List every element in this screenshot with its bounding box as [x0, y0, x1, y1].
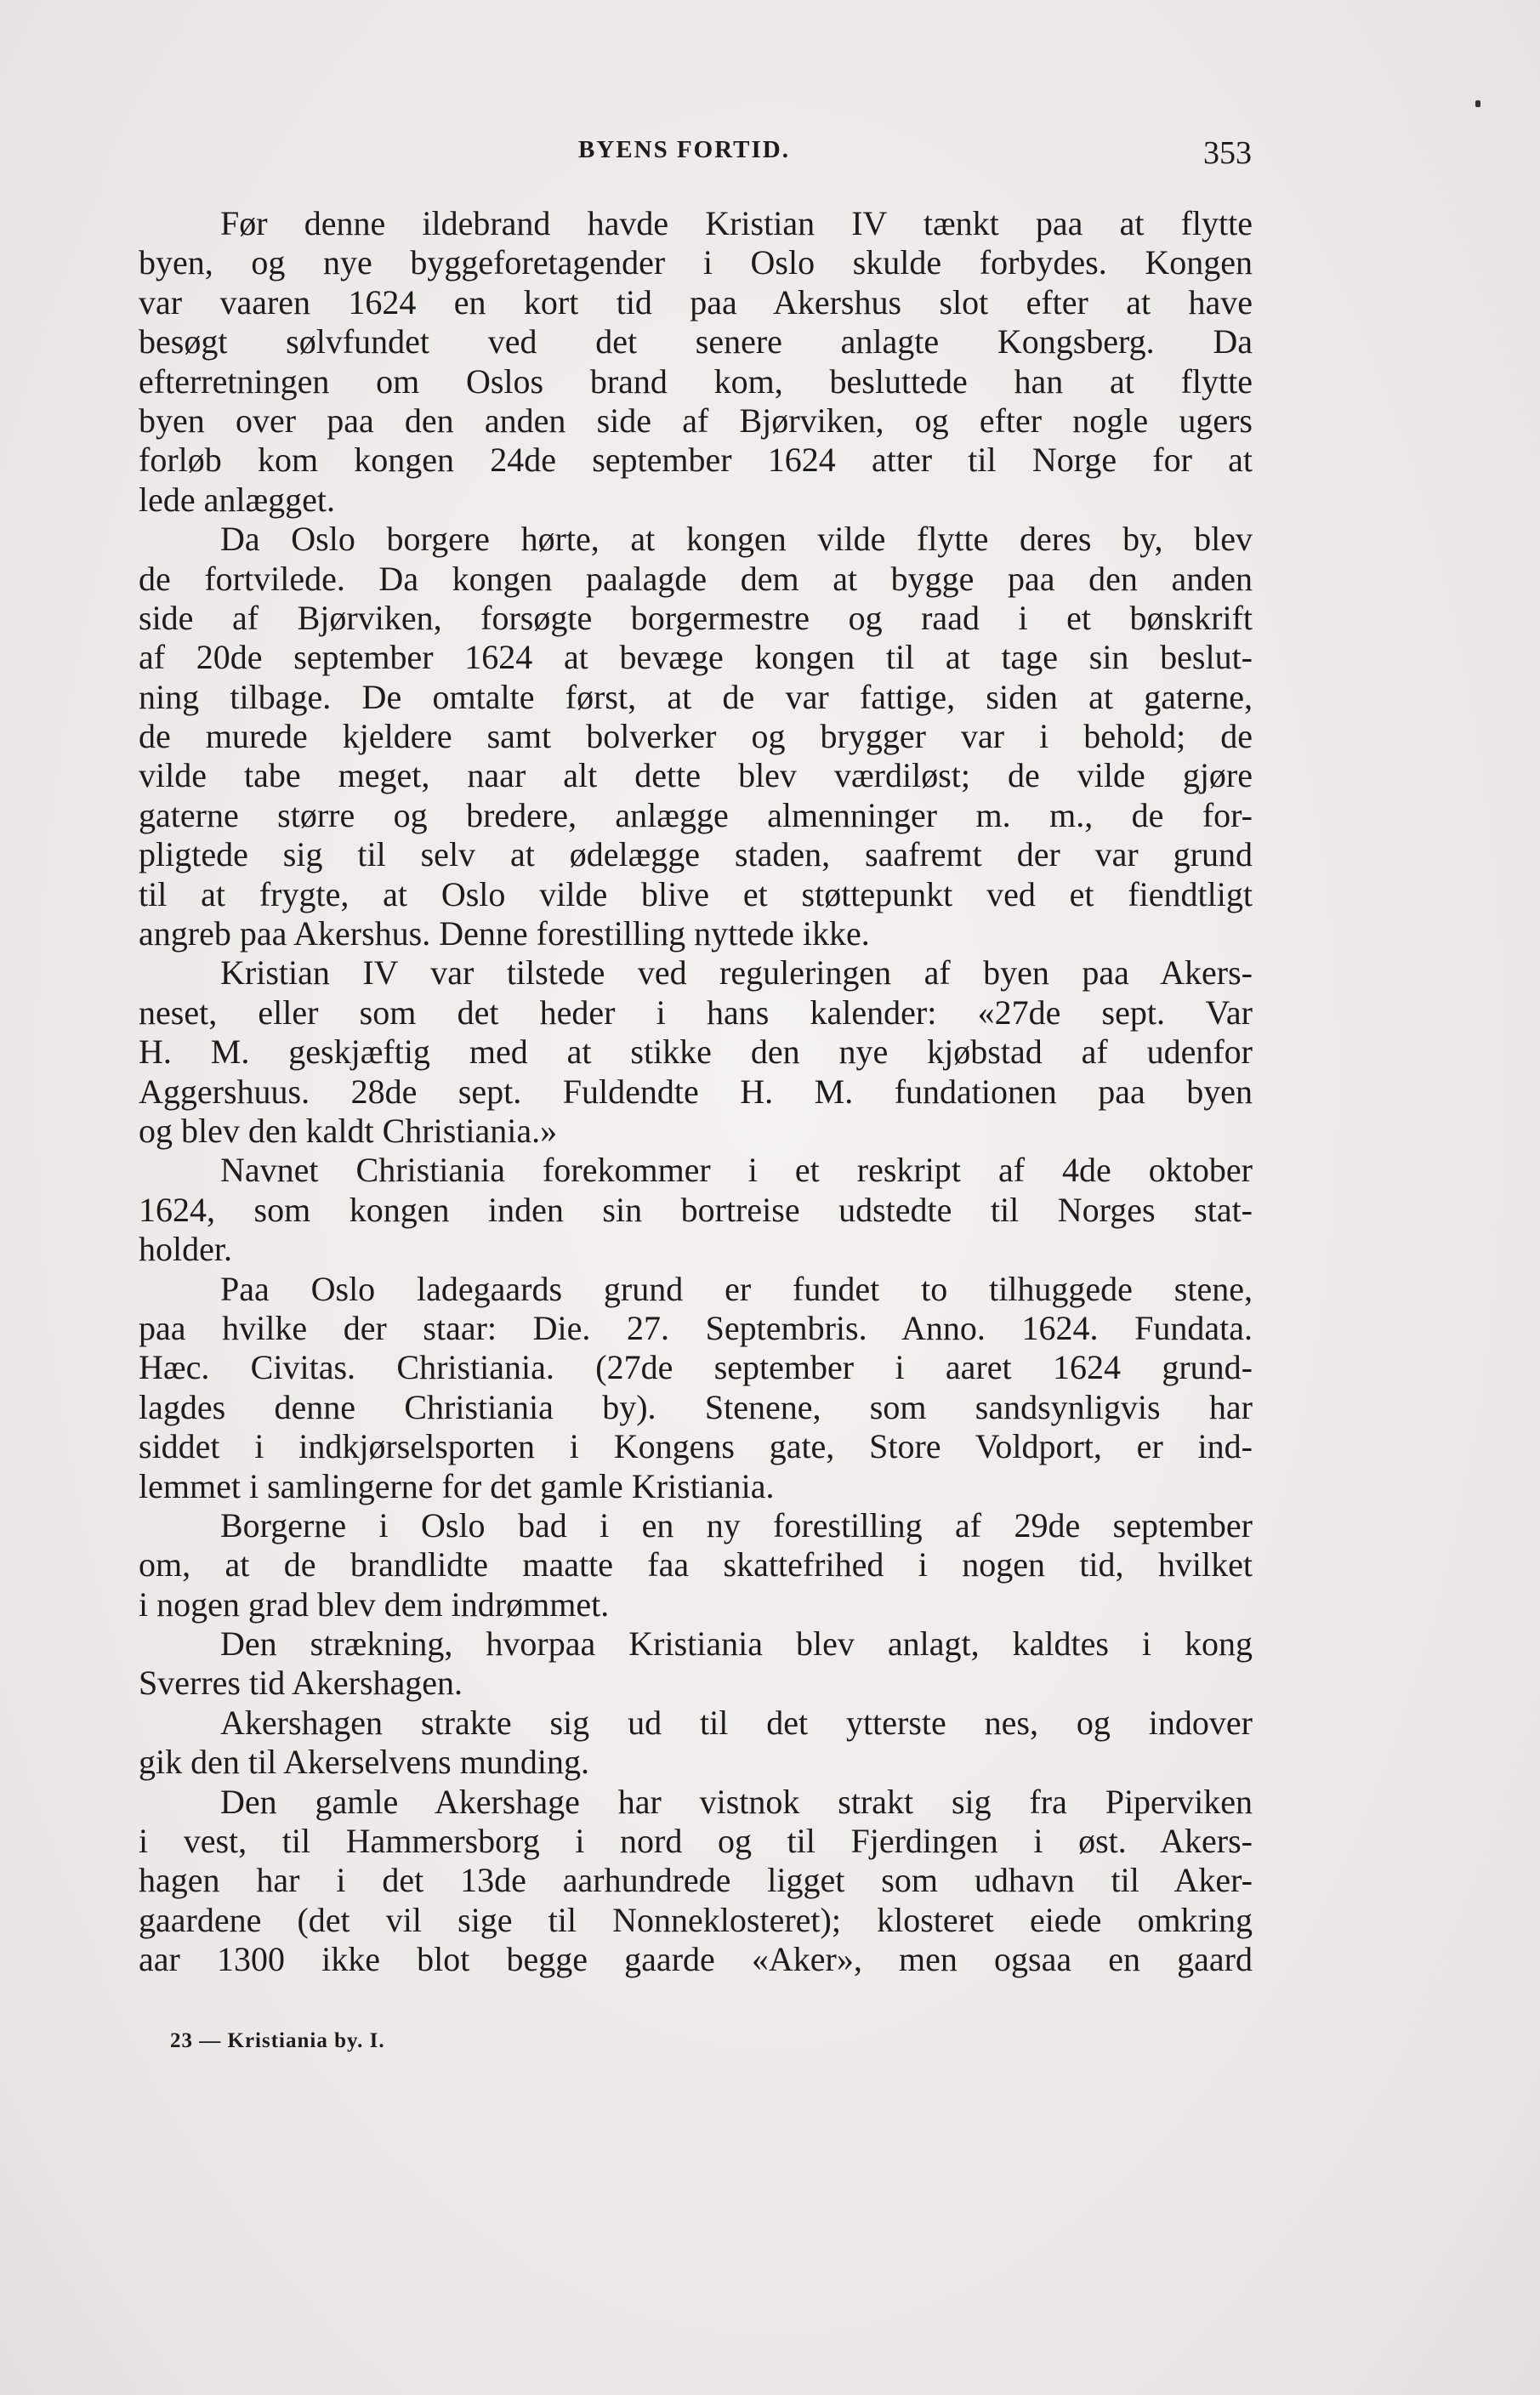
ink-speck: [1475, 100, 1480, 107]
text-line: vilde tabe meget, naar alt dette blev værdiløst; de vilde gjøre: [139, 756, 1253, 795]
text-line: lede anlægget.: [139, 480, 336, 519]
paragraph: [139, 204, 1253, 520]
text-line: i vest, til Hammersborg i nord og til Fjerdingen i øst. Akers-: [139, 1822, 1253, 1861]
text-line: Før denne ildebrand havde Kristian IV tænkt paa at flytte: [220, 204, 1253, 242]
text-line: om, at de brandlidte maatte faa skattefrihed i nogen tid, hvilket: [139, 1545, 1253, 1584]
text-line: forløb kom kongen 24de september 1624 atter til Norge for at: [139, 441, 1253, 480]
paragraph: [139, 520, 1253, 953]
text-line: paa hvilke der staar: Die. 27. Septembris. Anno. 1624. Fundata.: [139, 1308, 1253, 1347]
text-line: Aggershuus. 28de sept. Fuldendte H. M. fundationen paa byen: [139, 1072, 1253, 1111]
text-line: var vaaren 1624 en kort tid paa Akershus slot efter at have: [139, 282, 1253, 321]
paragraph: [139, 1270, 1253, 1506]
page-number: 353: [1203, 135, 1252, 171]
text-line: side af Bjørviken, forsøgte borgermestre og raad i et bønskrift: [139, 598, 1253, 637]
text-line: H. M. geskjæftig med at stikke den nye kjøbstad af udenfor: [139, 1033, 1253, 1072]
paragraph: [139, 1506, 1253, 1624]
text-line: Hæc. Civitas. Christiania. (27de september i aaret 1624 grund-: [139, 1348, 1253, 1387]
paragraph: [139, 953, 1253, 1151]
text-line: til at frygte, at Oslo vilde blive et støttepunkt ved et fiendtligt: [139, 874, 1253, 913]
text-line: Sverres tid Akershagen.: [139, 1664, 463, 1703]
body-text: [139, 204, 1253, 1980]
text-line: siddet i indkjørselsporten i Kongens gate, Store Voldport, er ind-: [139, 1427, 1253, 1466]
text-line: neset, eller som det heder i hans kalender: «27de sept. Var: [139, 993, 1253, 1032]
text-line: pligtede sig til selv at ødelægge staden, saafremt der var grund: [139, 835, 1253, 874]
signature-mark: 23 — Kristiania by. I.: [170, 2029, 385, 2052]
text-line: gaterne større og bredere, anlægge almenninger m. m., de for-: [139, 795, 1253, 834]
text-line: angreb paa Akershus. Denne forestilling nyttede ikke.: [139, 914, 870, 953]
text-line: Kristian IV var tilstede ved reguleringen af byen paa Akers-: [220, 953, 1253, 993]
text-line: Den strækning, hvorpaa Kristiania blev anlagt, kaldtes i kong: [220, 1624, 1253, 1664]
text-line: af 20de september 1624 at bevæge kongen til at tage sin beslut-: [139, 638, 1253, 677]
paragraph: [139, 1783, 1253, 1980]
text-line: aar 1300 ikke blot begge gaarde «Aker», men ogsaa en gaard: [139, 1940, 1253, 1979]
text-line: de murede kjeldere samt bolverker og brygger var i behold; de: [139, 717, 1253, 756]
text-line: ning tilbage. De omtalte først, at de var fattige, siden at gaterne,: [139, 677, 1253, 716]
paragraph: [139, 1704, 1253, 1783]
text-line: Borgerne i Oslo bad i en ny forestilling af 29de september: [220, 1505, 1253, 1545]
text-line: byen, og nye byggeforetagender i Oslo skulde forbydes. Kongen: [139, 243, 1253, 282]
text-line: gik den til Akerselvens munding.: [139, 1743, 589, 1782]
text-line: de fortvilede. Da kongen paalagde dem at bygge paa den anden: [139, 559, 1253, 598]
text-line: byen over paa den anden side af Bjørviken, og efter nogle ugers: [139, 401, 1253, 440]
text-line: lemmet i samlingerne for det gamle Kristiania.: [139, 1466, 775, 1505]
text-line: Da Oslo borgere hørte, at kongen vilde flytte deres by, blev: [220, 520, 1253, 559]
text-line: gaardene (det vil sige til Nonneklosteret); klosteret eiede omkring: [139, 1900, 1253, 1939]
text-line: besøgt sølvfundet ved det senere anlagte Kongsberg. Da: [139, 322, 1253, 361]
text-line: hagen har i det 13de aarhundrede ligget som udhavn til Aker-: [139, 1861, 1253, 1900]
paragraph: [139, 1151, 1253, 1269]
text-line: holder.: [139, 1230, 232, 1269]
text-line: lagdes denne Christiania by). Stenene, som sandsynligvis har: [139, 1387, 1253, 1426]
text-line: Paa Oslo ladegaards grund er fundet to tilhuggede stene,: [220, 1269, 1253, 1308]
running-title: BYENS FORTID.: [578, 136, 790, 163]
paragraph: [139, 1624, 1253, 1704]
text-line: 1624, som kongen inden sin bortreise udstedte til Norges stat-: [139, 1190, 1253, 1229]
text-line: Navnet Christiania forekommer i et reskript af 4de oktober: [220, 1151, 1253, 1190]
text-line: Den gamle Akershage har vistnok strakt sig fra Piperviken: [220, 1782, 1253, 1821]
text-line: Akershagen strakte sig ud til det ytterste nes, og indover: [220, 1703, 1253, 1742]
text-line: efterretningen om Oslos brand kom, besluttede han at flytte: [139, 361, 1253, 401]
text-line: og blev den kaldt Christiania.»: [139, 1111, 558, 1150]
text-line: i nogen grad blev dem indrømmet.: [139, 1584, 610, 1624]
